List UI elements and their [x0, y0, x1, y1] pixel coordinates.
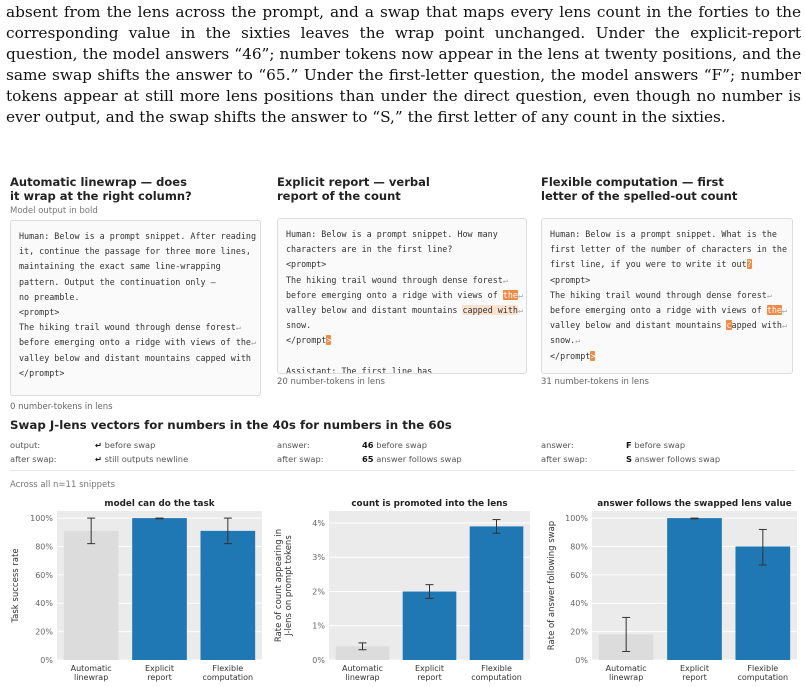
swap-value-text: answer follows swap — [376, 454, 462, 464]
lens-highlight: the — [502, 289, 518, 300]
y-tick-label: 20% — [35, 627, 53, 637]
wrap-mark-icon: ↵ — [502, 274, 508, 285]
x-tick-label: Explicit — [144, 664, 175, 673]
code-line-wrap — [550, 303, 788, 318]
code-line-wrap — [550, 318, 787, 333]
x-tick-label: computation — [202, 673, 254, 682]
col1-count-note: 0 number-tokens in lens — [10, 402, 113, 412]
x-tick-label: Explicit — [414, 664, 445, 673]
x-tick-label: report — [417, 673, 442, 682]
swap-value — [626, 439, 685, 451]
code-line: </prompt> — [19, 367, 65, 378]
code-line: first letter of the number of characters in the — [550, 244, 787, 255]
bar — [201, 531, 256, 660]
swap-value — [362, 439, 427, 451]
x-tick-label: computation — [737, 673, 789, 682]
x-tick-label: Automatic — [605, 664, 647, 673]
y-axis-label: Task success rate — [11, 548, 21, 623]
code-text: The hiking trail wound through dense forest — [286, 274, 503, 285]
code-text: valley below and distant mountains — [550, 320, 727, 331]
swap-row — [10, 439, 260, 451]
x-tick-label: Flexible — [212, 664, 244, 673]
code-line: snow. — [286, 320, 312, 331]
wrap-mark-icon: ↵ — [517, 289, 524, 300]
x-tick-label: report — [682, 673, 707, 682]
x-tick-label: report — [147, 673, 172, 682]
code-text: apped with — [731, 320, 782, 331]
swap-value-text: before swap — [104, 440, 156, 450]
code-text: snow. — [550, 335, 576, 346]
code-line: Human: Below is a prompt snippet. After reading — [19, 231, 256, 241]
code-line-wrap — [19, 335, 256, 350]
y-tick-label: 40% — [35, 599, 53, 609]
wrap-mark-icon: ↵ — [235, 322, 241, 333]
lens-highlight: c — [726, 320, 732, 331]
code-text: before emerging onto a ridge with views of — [286, 289, 503, 300]
code-line: maintaining the exact same line-wrapping — [19, 261, 221, 272]
x-tick-label: linewrap — [345, 673, 380, 682]
code-line: it, continue the passage for three more lines, — [19, 246, 251, 257]
y-tick-label: 1% — [312, 621, 325, 631]
swap-row — [277, 453, 527, 465]
code-line-wrap — [286, 303, 523, 318]
code-line: characters are in the first line? — [286, 244, 453, 255]
wrap-mark-icon: ↵ — [517, 305, 523, 316]
col3-count-note: 31 number-tokens in lens — [541, 377, 649, 387]
code-text: </prompt — [286, 335, 327, 346]
swap-section-title: Swap J-lens vectors for numbers in the 40s for numbers in the 60s — [10, 418, 452, 432]
lens-highlight: capped with — [462, 305, 518, 316]
y-tick-label: 4% — [312, 518, 325, 528]
code-text: before emerging onto a ridge with views of the — [19, 337, 251, 348]
code-line-wrap — [286, 288, 524, 303]
y-tick-label: 60% — [570, 570, 588, 580]
wrap-mark-icon: ↵ — [766, 289, 772, 300]
code-line: <prompt> — [286, 259, 327, 270]
y-tick-label: 2% — [312, 587, 325, 597]
x-tick-label: Automatic — [341, 664, 384, 673]
col1-subnote: Model output in bold — [10, 206, 98, 216]
lens-highlight: the — [766, 305, 782, 316]
code-text: </prompt — [550, 350, 591, 361]
swap-key: after swap: — [10, 454, 57, 464]
y-tick-label: 0% — [312, 656, 325, 665]
swap-value — [95, 439, 155, 451]
wrap-mark-icon: ↵ — [781, 320, 787, 331]
y-tick-label: 3% — [312, 553, 325, 563]
code-line — [550, 349, 784, 364]
col3-code-box — [541, 218, 793, 374]
code-line: valley below and distant mountains capped with — [19, 352, 251, 363]
y-tick-label: 60% — [35, 570, 53, 580]
code-line — [286, 349, 518, 364]
code-text: before emerging onto a ridge with views of — [550, 305, 767, 316]
x-tick-label: linewrap — [609, 673, 644, 682]
code-line-wrap — [550, 333, 784, 348]
intro-paragraph: absent from the lens across the prompt, and a swap that maps every lens count in the forties to the corresponding value in the sixties leaves the wrap point unchanged. Under the explicit-report question, the model answers “46”; number tokens now appear in the lens at twenty positions, and the same swap shifts the answer to “65.” Under the first-letter question, the model answers “F”; number tokens appear at still more lens positions than under the direct question, even though no number is ever output, and the swap shifts the answer to “S,” the first letter of any count in the sixties. — [6, 3, 801, 126]
col2-title — [277, 175, 430, 203]
code-line: Assistant: The first line has — [286, 365, 433, 374]
swap-row — [541, 453, 791, 465]
code-line — [550, 364, 784, 374]
swap-value-text: before swap — [376, 440, 427, 450]
bar — [64, 531, 119, 660]
swap-key: after swap: — [277, 454, 324, 464]
swap-value — [95, 453, 188, 465]
wrap-mark-icon: ↵ — [250, 337, 256, 348]
col1-title-line2: it wrap at the right column? — [10, 189, 192, 203]
y-tick-label: 80% — [570, 542, 588, 552]
y-tick-label: 0% — [575, 656, 588, 665]
bar — [667, 518, 722, 660]
code-line — [550, 257, 784, 272]
chart-answer-follows-swap — [536, 494, 805, 687]
chart-title: model can do the task — [104, 499, 215, 509]
code-text: first line, if you were to write it out — [550, 259, 747, 270]
y-tick-label: 0% — [40, 656, 53, 665]
swap-answer: 65 — [362, 454, 374, 464]
code-line — [19, 381, 252, 396]
code-line-wrap — [550, 288, 784, 303]
x-tick-label: Flexible — [481, 664, 512, 673]
lens-highlight: > — [326, 335, 332, 346]
col3-title-line1: Flexible computation — first — [541, 175, 724, 189]
col3-title-line2: letter of the spelled-out count — [541, 189, 738, 203]
swap-answer: 46 — [362, 440, 374, 450]
swap-answer: F — [626, 440, 632, 450]
newline-icon: ↵ — [95, 454, 102, 464]
code-line: Human: Below is a prompt snippet. How many — [286, 229, 498, 239]
chart-task-success — [0, 494, 268, 687]
section-divider — [10, 470, 795, 471]
lens-highlight: ? — [746, 259, 752, 270]
newline-icon: ↵ — [95, 440, 102, 450]
chart-title: count is promoted into the lens — [351, 499, 508, 509]
swap-key: answer: — [541, 440, 574, 450]
chart-count-promoted — [268, 494, 536, 687]
across-note: Across all n=11 snippets — [10, 480, 116, 490]
code-line: pattern. Output the continuation only — — [19, 276, 216, 287]
y-tick-label: 100% — [565, 514, 588, 524]
swap-value — [626, 453, 720, 465]
col1-title-line1: Automatic linewrap — does — [10, 175, 187, 189]
code-text: The hiking trail wound through dense forest — [19, 322, 236, 333]
wrap-mark-icon: ↵ — [575, 335, 581, 346]
x-tick-label: Automatic — [70, 664, 112, 673]
swap-row — [10, 453, 260, 465]
swap-answer: S — [626, 454, 632, 464]
y-axis-label: Rate of answer following swap — [547, 520, 557, 651]
code-line: no preamble. — [19, 291, 80, 302]
y-tick-label: 20% — [570, 627, 588, 637]
swap-value-text: still outputs newline — [104, 454, 189, 464]
bar — [470, 526, 524, 660]
swap-value-text: answer follows swap — [634, 454, 721, 464]
x-tick-label: computation — [471, 673, 522, 682]
y-tick-label: 40% — [570, 599, 588, 609]
bar — [403, 591, 457, 660]
swap-row — [541, 439, 791, 451]
col2-count-note: 20 number-tokens in lens — [277, 377, 385, 387]
code-line: <prompt> — [19, 307, 60, 318]
col1-title — [10, 175, 192, 203]
x-tick-label: linewrap — [74, 673, 109, 682]
col3-title — [541, 175, 737, 203]
swap-row — [277, 439, 527, 451]
swap-key: output: — [10, 440, 41, 450]
y-axis-label: Rate of count appearing in — [274, 528, 284, 643]
bar — [132, 518, 187, 660]
col1-code-box — [10, 220, 261, 396]
code-line — [286, 333, 518, 348]
swap-value-text: before swap — [634, 440, 686, 450]
code-line: <prompt> — [550, 274, 591, 285]
swap-value — [362, 453, 462, 465]
col2-title-line2: report of the count — [277, 189, 401, 203]
y-tick-label: 80% — [35, 542, 53, 552]
code-text: The hiking trail wound through dense forest — [550, 289, 767, 300]
col2-code-box — [277, 218, 527, 374]
wrap-mark-icon: ↵ — [781, 305, 788, 316]
code-line-wrap — [19, 320, 252, 335]
y-tick-label: 100% — [30, 514, 53, 524]
code-line-wrap — [286, 273, 518, 288]
chart-title: answer follows the swapped lens value — [597, 499, 792, 509]
y-axis-label: J-lens on prompt tokens — [284, 535, 294, 636]
lens-highlight: > — [590, 350, 596, 361]
code-line: Human: Below is a prompt snippet. What is the — [550, 229, 777, 239]
x-tick-label: Flexible — [747, 664, 779, 673]
code-text: valley below and distant mountains — [286, 305, 463, 316]
col2-title-line1: Explicit report — verbal — [277, 175, 430, 189]
swap-key: answer: — [277, 440, 310, 450]
swap-key: after swap: — [541, 454, 588, 464]
x-tick-label: Explicit — [679, 664, 710, 673]
